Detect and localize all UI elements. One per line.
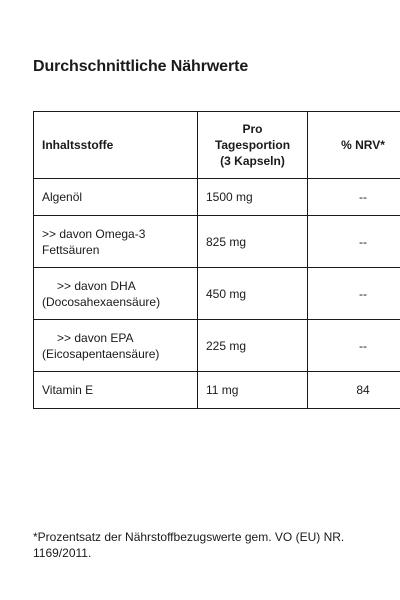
- ingredient-amount: 450 mg: [198, 268, 308, 320]
- ingredient-nrv: --: [308, 216, 400, 268]
- ingredient-nrv: 84: [308, 372, 400, 409]
- ingredient-nrv: --: [308, 320, 400, 372]
- header-nrv: % NRV*: [308, 112, 400, 179]
- table-row: [34, 372, 400, 409]
- header-ingredients: Inhaltsstoffe: [34, 112, 198, 179]
- header-per-line: Pro: [242, 122, 263, 136]
- footnote: *Prozentsatz der Nährstoffbezugswerte gem. VO (EU) NR. 1169/2011.: [33, 530, 345, 560]
- ingredient-amount: 825 mg: [198, 216, 308, 268]
- ingredient-name: Algenöl: [34, 179, 198, 216]
- header-daily-portion-line: Tagesportion: [214, 138, 291, 152]
- ingredient-name: [34, 268, 198, 320]
- header-capsules-line: (3 Kapseln): [220, 154, 285, 168]
- table-header-row: [34, 112, 400, 179]
- ingredient-name-line2: (Eicosapentaensäure): [42, 346, 160, 361]
- ingredient-amount: 1500 mg: [198, 179, 308, 216]
- table-row: [34, 268, 400, 320]
- ingredient-name-line1: >> davon Omega-3: [42, 226, 146, 241]
- ingredient-name: [34, 216, 198, 268]
- nutrition-table: [33, 111, 400, 409]
- ingredient-name-line2: (Docosahexaensäure): [42, 294, 161, 309]
- table-row: [34, 216, 400, 268]
- ingredient-name-line1: >> davon EPA: [57, 330, 134, 345]
- page-title: Durchschnittliche Nährwerte: [33, 58, 249, 75]
- ingredient-name: Vitamin E: [34, 372, 198, 409]
- ingredient-name: [34, 320, 198, 372]
- ingredient-amount: 11 mg: [198, 372, 308, 409]
- ingredient-nrv: --: [308, 268, 400, 320]
- ingredient-name-line1: >> davon DHA: [57, 278, 136, 293]
- table-row: [34, 320, 400, 372]
- table-row: [34, 179, 400, 216]
- ingredient-amount: 225 mg: [198, 320, 308, 372]
- ingredient-name-line2: Fettsäuren: [42, 242, 100, 257]
- ingredient-nrv: --: [308, 179, 400, 216]
- header-per-daily-portion: [198, 112, 308, 179]
